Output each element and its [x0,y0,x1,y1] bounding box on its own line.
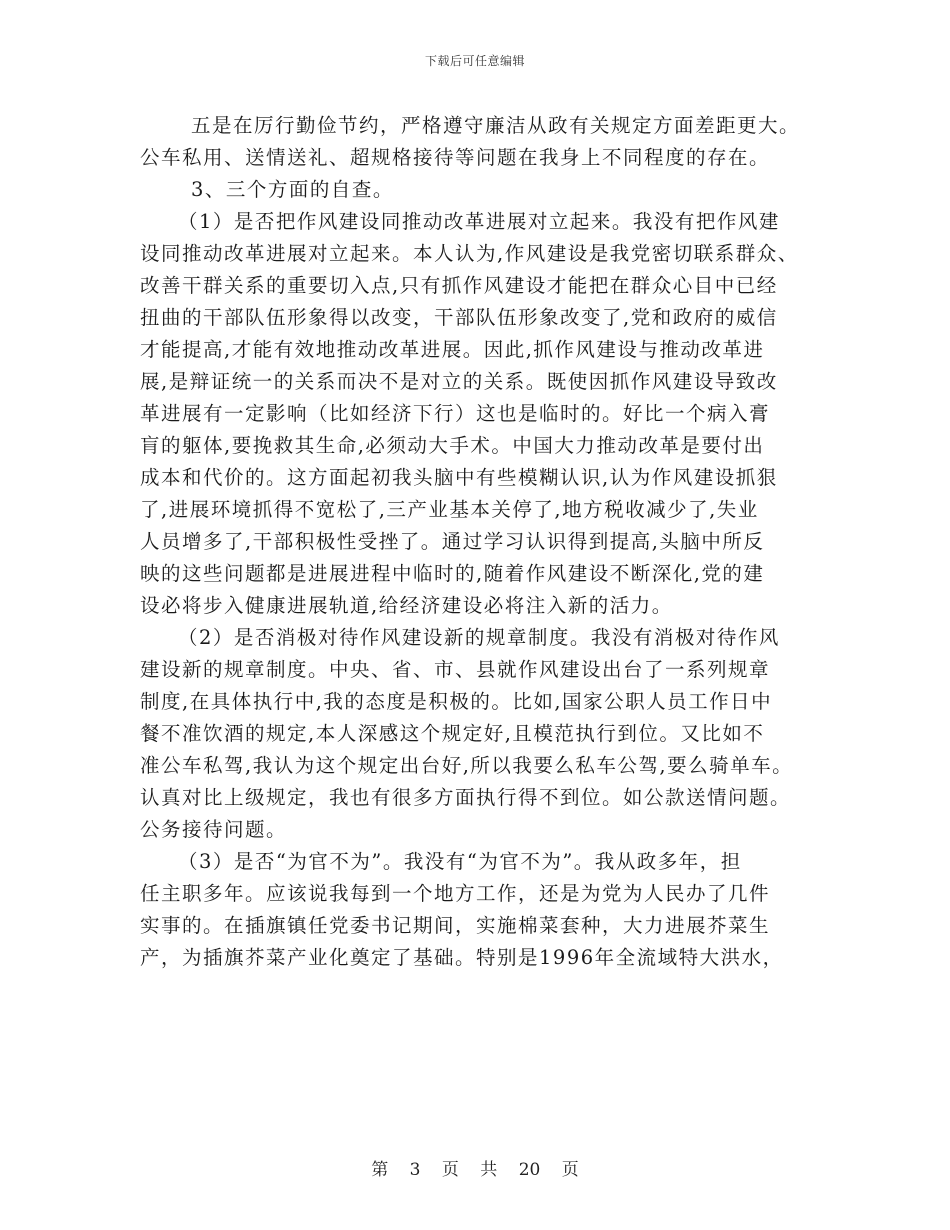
total-page-count: 20 [518,1160,541,1180]
paragraph-line: 实事的。在插旗镇任党委书记期间，实施棉菜套种，大力进展芥菜生 [140,914,771,937]
current-page-number: 3 [409,1160,421,1180]
paragraph-line: 肓的躯体,要挽救其生命,必须动大手术。中国大力推动改革是要付出 [140,434,765,457]
paragraph-line: 映的这些问题都是进展进程中临时的,随着作风建设不断深化,党的建 [140,562,765,585]
paragraph-line: 准公车私驾,我认为这个规定出台好,所以我要么私车公驾,要么骑单车。 [140,754,794,777]
page-header: 下载后可任意编辑 [424,54,525,68]
paragraph-line: 了,进展环境抓得不宽松了,三产业基本关停了,地方税收减少了,失业 [140,498,759,521]
paragraph-line: 公车私用、送情送礼、超规格接待等问题在我身上不同程度的存在。 [140,146,771,169]
paragraph-line: 认真对比上级规定，我也有很多方面执行得不到位。如公款送情问题。 [140,786,792,809]
paragraph-line: 设同推动改革进展对立起来。本人认为,作风建设是我党密切联系群众、 [140,242,799,265]
page-number-suffix: 页 [561,1160,579,1180]
paragraph-line: 制度,在具体执行中,我的态度是积极的。比如,国家公职人员工作日中 [140,690,773,713]
paragraph-line: 人员增多了,干部积极性受挫了。通过学习认识得到提高,头脑中所反 [140,530,765,553]
paragraph-line: 公务接待问题。 [140,818,288,841]
paragraph-line: 五是在厉行勤俭节约，严格遵守廉洁从政有关规定方面差距更大。 [191,114,801,137]
paragraph-line: 革进展有一定影响（比如经济下行）这也是临时的。好比一个病入膏 [140,402,771,425]
paragraph-line: 设必将步入健康进展轨道,给经济建设必将注入新的活力。 [140,594,673,617]
paragraph-line: （1）是否把作风建设同推动改革进展对立起来。我没有把作风建 [178,210,780,233]
paragraph-line: 成本和代价的。这方面起初我头脑中有些模糊认识,认为作风建设抓狠 [140,466,778,489]
paragraph-line: 产，为插旗芥菜产业化奠定了基础。特别是1996年全流域特大洪水， [140,946,784,969]
paragraph-line: （2）是否消极对待作风建设新的规章制度。我没有消极对待作风 [178,626,780,649]
document-body [140,110,825,974]
paragraph-line: 展,是辩证统一的关系而决不是对立的关系。既使因抓作风建设导致改 [140,370,778,393]
page-number-prefix: 第 [371,1160,389,1180]
paragraph-line: （3）是否“为官不为”。我没有“为官不为”。我从政多年，担 [178,850,742,873]
page-footer [0,1155,950,1180]
paragraph-line: 餐不准饮酒的规定,本人深感这个规定好,且模范执行到位。又比如不 [140,722,765,745]
total-label: 共 [480,1160,498,1180]
paragraph-line: 建设新的规章制度。中央、省、市、县就作风建设出台了一系列规章 [140,658,771,681]
paragraph-line: 扭曲的干部队伍形象得以改变，干部队伍形象改变了,党和政府的威信 [140,306,778,329]
paragraph-line: 任主职多年。应该说我每到一个地方工作，还是为党为人民办了几件 [140,882,771,905]
page-label: 页 [441,1160,459,1180]
paragraph-line: 改善干群关系的重要切入点,只有抓作风建设才能把在群众心目中已经 [140,274,778,297]
section-heading: 3、三个方面的自查。 [191,178,394,201]
paragraph-line: 才能提高,才能有效地推动改革进展。因此,抓作风建设与推动改革进 [140,338,765,361]
